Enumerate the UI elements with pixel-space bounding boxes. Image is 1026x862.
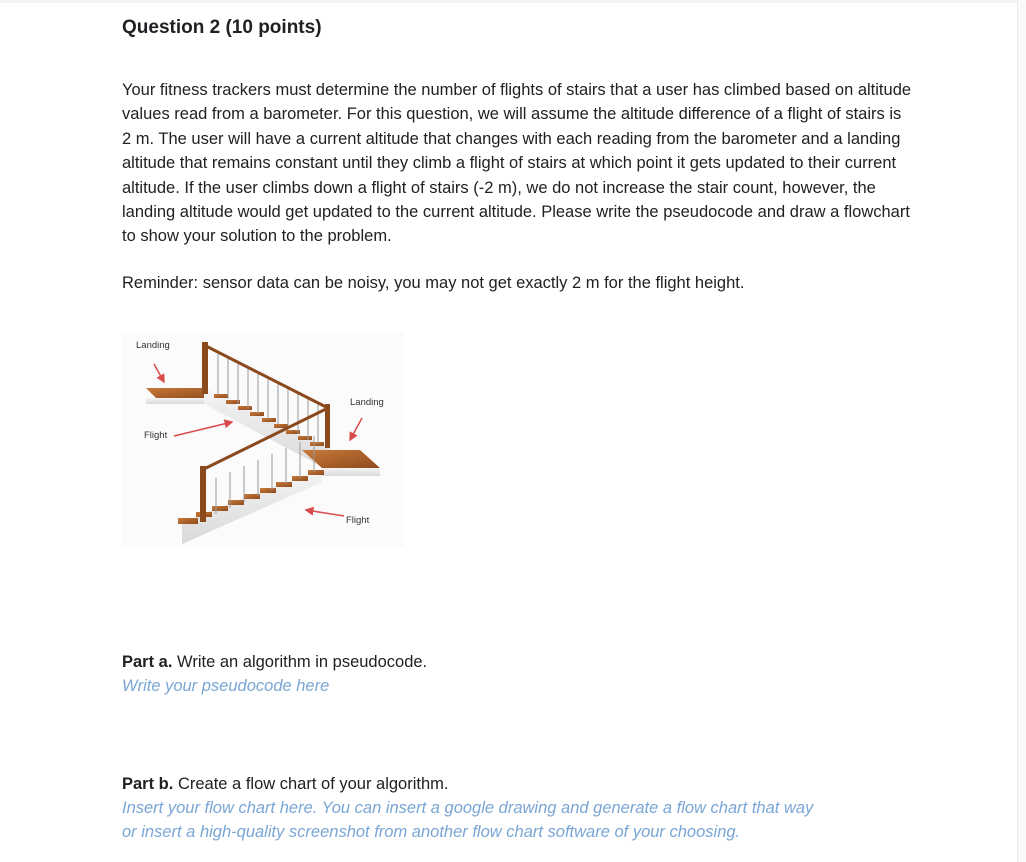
pseudocode-placeholder[interactable]: Write your pseudocode here	[122, 677, 330, 695]
question-title: Question 2 (10 points)	[122, 17, 322, 38]
part-b-instruction: Create a flow chart of your algorithm.	[177, 775, 449, 793]
part-a-label: Part a.	[122, 653, 173, 671]
label-flight-bottom: Flight	[346, 515, 370, 526]
part-a-section	[122, 650, 922, 698]
question-body: Your fitness trackers must determine the number of flights of stairs that a user has climbed based on altitude values read from a barometer. For this question, we will assume the altitude difference of a flight of stairs is 2 m. The user will have a current altitude that changes with each reading from the barometer and a landing altitude that remains constant until they climb a flight of stairs at which point it gets updated to their current altitude. If the user climbs down a flight of stairs (-2 m), we do not increase the stair count, however, the landing altitude would get updated to the current altitude. Please write the pseudocode and draw a flowchart to show your solution to the problem.	[122, 81, 912, 246]
part-b-heading	[122, 772, 922, 796]
page-top-border	[0, 0, 1018, 3]
part-b-section	[122, 772, 922, 844]
flowchart-placeholder-line2[interactable]: or insert a high-quality screenshot from another flow chart software of your choosing.	[122, 823, 741, 841]
question-content	[122, 14, 912, 295]
part-b-label: Part b.	[122, 775, 174, 793]
label-landing-top: Landing	[136, 340, 170, 351]
part-a-heading	[122, 650, 922, 674]
reminder-text: Reminder: sensor data can be noisy, you may not get exactly 2 m for the flight height.	[122, 273, 745, 292]
part-a-instruction: Write an algorithm in pseudocode.	[177, 653, 428, 671]
staircase-illustration	[122, 332, 404, 547]
label-flight-left: Flight	[144, 430, 168, 441]
label-landing-middle: Landing	[350, 397, 384, 408]
flowchart-placeholder-line1[interactable]: Insert your flow chart here. You can insert a google drawing and generate a flow chart that way	[122, 799, 814, 817]
page-right-gutter	[1017, 0, 1026, 862]
staircase-figure	[122, 332, 404, 547]
